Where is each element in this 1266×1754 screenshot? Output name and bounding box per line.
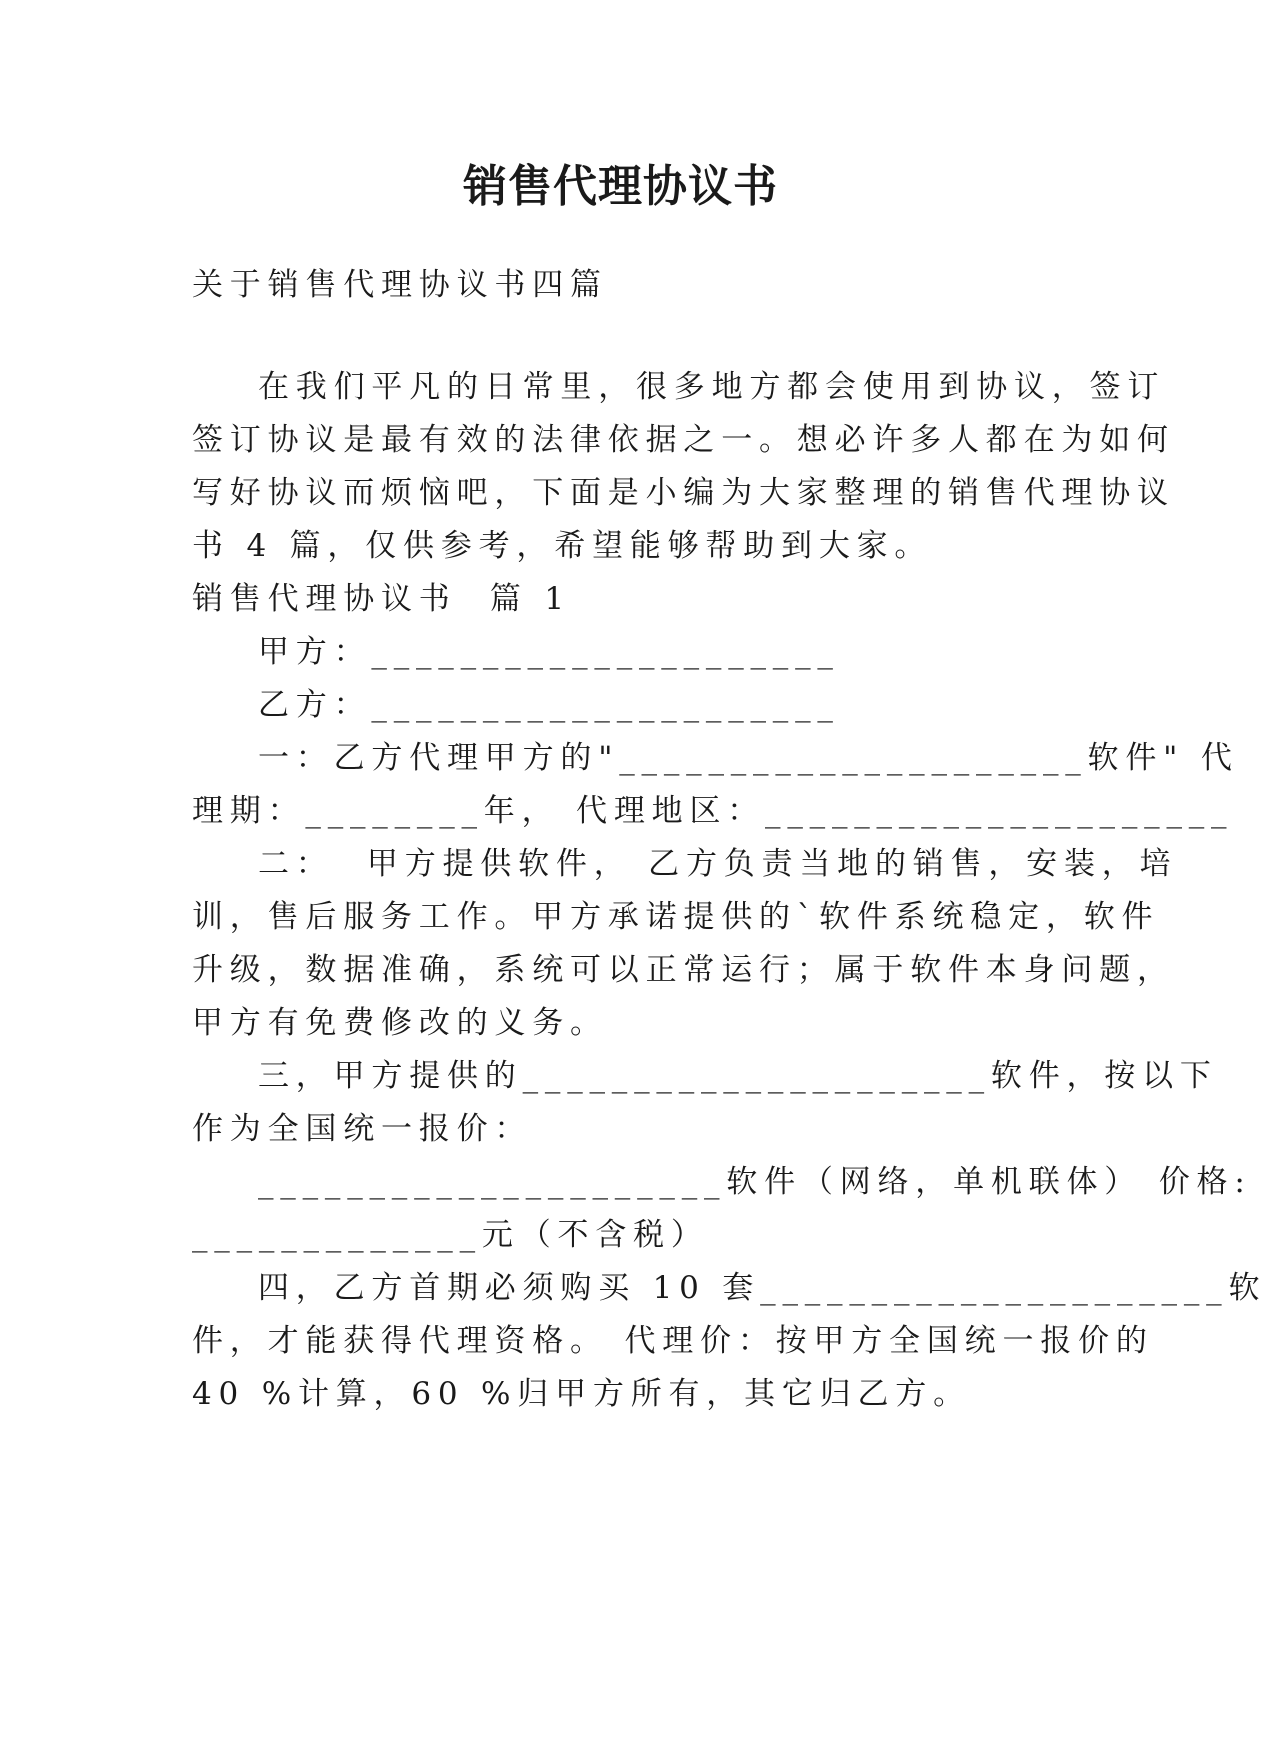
document-subtitle: 关于销售代理协议书四篇	[192, 267, 608, 303]
clause-2-line-2: 训，售后服务工作。甲方承诺提供的`软件系统稳定，软件	[192, 899, 1160, 935]
clause-2-line-3: 升级，数据准确，系统可以正常运行；属于软件本身问题，	[192, 952, 1175, 988]
clause-2-line-1: 二： 甲方提供软件， 乙方负责当地的销售，安装，培	[258, 846, 1178, 882]
party-a-line: 甲方：_____________________	[258, 634, 840, 670]
clause-1-line-2: 理期：________年， 代理地区：_____________________	[192, 793, 1234, 829]
clause-3-line-3: _____________________软件（网络，单机联体） 价格:	[258, 1164, 1252, 1200]
intro-line-2: 签订协议是最有效的法律依据之一。想必许多人都在为如何	[192, 422, 1175, 458]
party-b-line: 乙方：_____________________	[258, 687, 840, 723]
clause-4-line-2: 件，才能获得代理资格。 代理价：按甲方全国统一报价的	[192, 1323, 1154, 1359]
intro-line-4: 书 4 篇，仅供参考，希望能够帮助到大家。	[192, 528, 933, 564]
clause-3-line-1: 三，甲方提供的_____________________软件，按以下	[258, 1058, 1218, 1094]
clause-1-line-1: 一：乙方代理甲方的"_____________________软件" 代	[258, 740, 1239, 776]
section-heading: 销售代理协议书 篇 1	[192, 581, 571, 617]
clause-2-line-4: 甲方有免费修改的义务。	[192, 1005, 608, 1041]
clause-4-line-1: 四，乙方首期必须购买 10 套_____________________软	[258, 1270, 1266, 1306]
intro-line-3: 写好协议而烦恼吧，下面是小编为大家整理的销售代理协议	[192, 475, 1175, 511]
intro-line-1: 在我们平凡的日常里，很多地方都会使用到协议，签订	[258, 369, 1166, 405]
clause-3-line-2: 作为全国统一报价：	[192, 1111, 533, 1147]
clause-4-line-3: 40 %计算，60 %归甲方所有，其它归乙方。	[192, 1376, 971, 1412]
document-title: 销售代理协议书	[463, 161, 778, 212]
clause-3-line-4: _____________元（不含税）	[192, 1217, 709, 1253]
